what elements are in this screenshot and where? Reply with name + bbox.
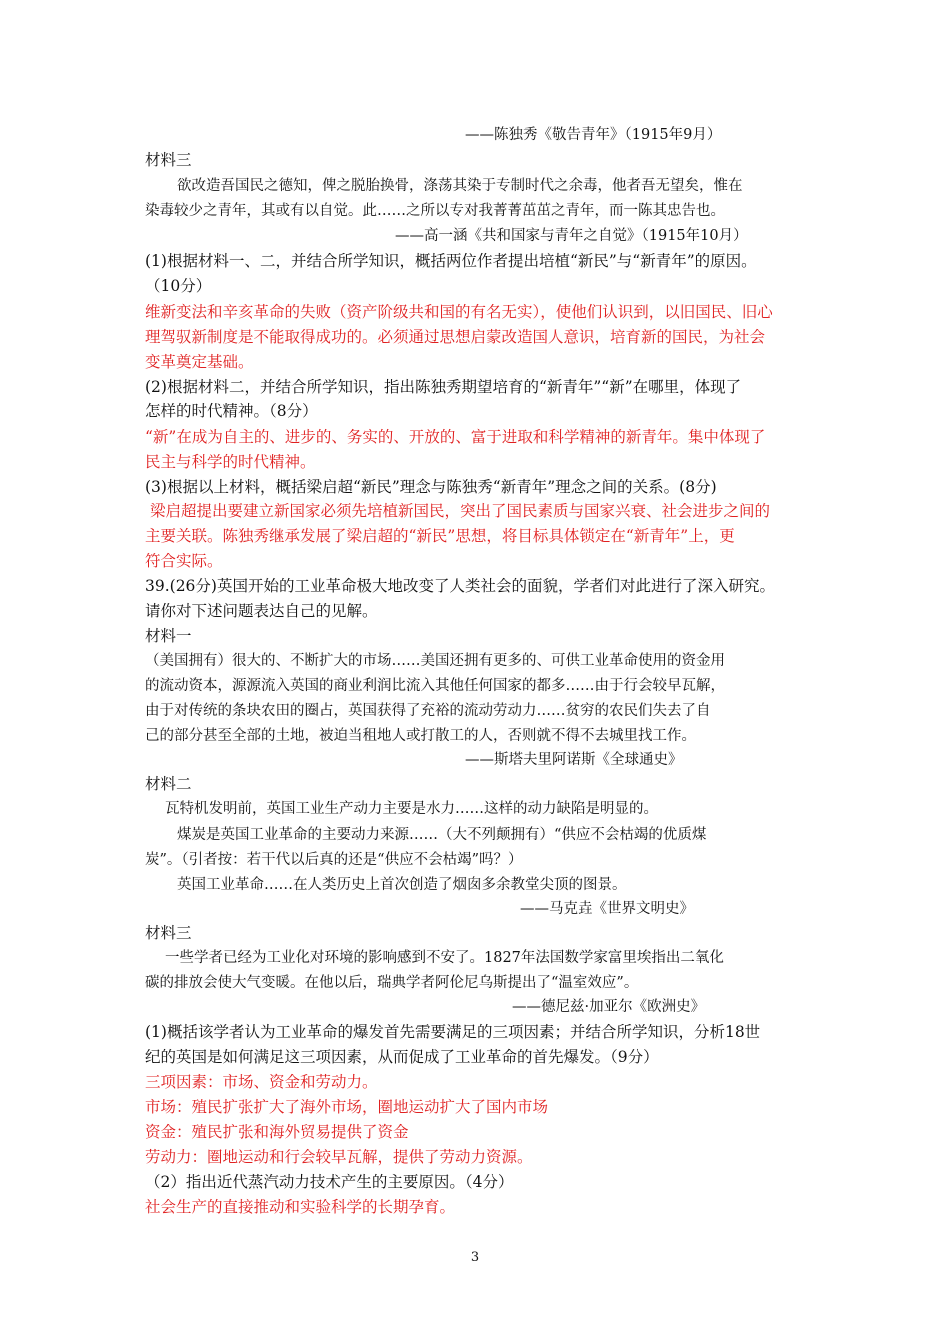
answer-text: “新”在成为自主的、进步的、务实的、开放的、富于进取和科学精神的新青年。集中体现了 — [145, 428, 766, 446]
answer-text: 维新变法和辛亥革命的失败（资产阶级共和国的有名无实），使他们认识到，以旧国民、旧心 — [145, 303, 773, 321]
material-heading: 材料二 — [145, 775, 192, 793]
answer-text: 市场：殖民扩张扩大了海外市场，圈地运动扩大了国内市场 — [145, 1098, 549, 1116]
material-text-line: 己的部分甚至全部的土地，被迫当租地人或打散工的人，否则就不得不去城里找工作。 — [145, 728, 696, 744]
answer-text: 梁启超提出要建立新国家必须先培植新国民，突出了国民素质与国家兴衰、社会进步之间的 — [150, 502, 771, 520]
question-text: (1)概括该学者认为工业革命的爆发首先需要满足的三项因素；并结合所学知识，分析18世 — [145, 1023, 761, 1041]
material-text-line: 英国工业革命……在人类历史上首次创造了烟囱多余教堂尖顶的图景。 — [177, 877, 627, 893]
material-text-line: 一些学者已经为工业化对环境的影响感到不安了。1827年法国数学家富里埃指出二氧化 — [165, 950, 724, 966]
material-text-line: 的流动资本，源源流入英国的商业利润比流入其他任何国家的都多……由于行会较早瓦解， — [145, 678, 725, 694]
material-text-line: 煤炭是英国工业革命的主要动力来源……（大不列颠拥有）“供应不会枯竭的优质煤 — [177, 827, 707, 843]
answer-text: 社会生产的直接推动和实验科学的长期孕育。 — [145, 1198, 456, 1216]
answer-text: 资金：殖民扩张和海外贸易提供了资金 — [145, 1123, 409, 1141]
material-heading: 材料三 — [145, 151, 192, 169]
material-text-line: 炭”。（引者按：若干代以后真的还是“供应不会枯竭”吗？） — [145, 852, 523, 868]
page-number: 3 — [470, 1250, 480, 1265]
citation-gaillard: ——德尼兹·加亚尔《欧洲史》 — [512, 999, 706, 1015]
question-text: （10分） — [145, 277, 212, 295]
material-text-line: 染毒较少之青年，其或有以自觉。此……之所以专对我菁菁茁茁之青年，而一陈其忠告也。 — [145, 203, 725, 219]
answer-text: 主要关联。陈独秀继承发展了梁启超的“新民”思想，将目标具体锁定在“新青年”上，更 — [145, 527, 735, 545]
question-text: (2)根据材料二，并结合所学知识，指出陈独秀期望培育的“新青年”“新”在哪里，体现了 — [145, 378, 742, 396]
answer-text: 劳动力：圈地运动和行会较早瓦解，提供了劳动力资源。 — [145, 1148, 533, 1166]
answer-text: 三项因素：市场、资金和劳动力。 — [145, 1073, 378, 1091]
question-text: （2）指出近代蒸汽动力技术产生的主要原因。（4分） — [145, 1173, 514, 1191]
material-text-line: 欲改造吾国民之德知，俾之脱胎换骨，涤荡其染于专制时代之余毒，他者吾无望矣，惟在 — [177, 178, 743, 194]
question-39-intro: 请你对下述问题表达自己的见解。 — [145, 602, 378, 620]
answer-text: 理驾驭新制度是不能取得成功的。必须通过思想启蒙改造国人意识，培育新的国民，为社会 — [145, 328, 766, 346]
material-text-line: 瓦特机发明前，英国工业生产动力主要是水力……这样的动力缺陷是明显的。 — [165, 801, 658, 817]
citation-chen-duxiu: ——陈独秀《敬告青年》（1915年9月） — [465, 127, 722, 143]
material-heading: 材料三 — [145, 924, 192, 942]
question-39-intro: 39.(26分)英国开始的工业革命极大地改变了人类社会的面貌，学者们对此进行了深入研究。 — [145, 577, 775, 595]
question-text: (1)根据材料一、二，并结合所学知识，概括两位作者提出培植“新民”与“新青年”的原因。 — [145, 252, 757, 270]
material-heading: 材料一 — [145, 627, 192, 645]
answer-text: 符合实际。 — [145, 552, 223, 570]
question-text: (3)根据以上材料，概括梁启超“新民”理念与陈独秀“新青年”理念之间的关系。(8分) — [145, 478, 717, 496]
citation-gao-yihan: ——高一涵《共和国家与青年之自觉》（1915年10月） — [395, 228, 748, 244]
answer-text: 变革奠定基础。 — [145, 353, 254, 371]
material-text-line: （美国拥有）很大的、不断扩大的市场……美国还拥有更多的、可供工业革命使用的资金用 — [145, 653, 725, 669]
question-text: 怎样的时代精神。（8分） — [145, 402, 318, 420]
material-text-line: 碳的排放会使大气变暖。在他以后，瑞典学者阿伦尼乌斯提出了“温室效应”。 — [145, 975, 639, 991]
answer-text: 民主与科学的时代精神。 — [145, 453, 316, 471]
citation-stavrianos: ——斯塔夫里阿诺斯《全球通史》 — [465, 752, 683, 768]
material-text-line: 由于对传统的条块农田的圈占，英国获得了充裕的流动劳动力……贫穷的农民们失去了自 — [145, 703, 711, 719]
question-text: 纪的英国是如何满足这三项因素，从而促成了工业革命的首先爆发。（9分） — [145, 1048, 659, 1066]
citation-ma-keyao: ——马克垚《世界文明史》 — [520, 901, 694, 917]
